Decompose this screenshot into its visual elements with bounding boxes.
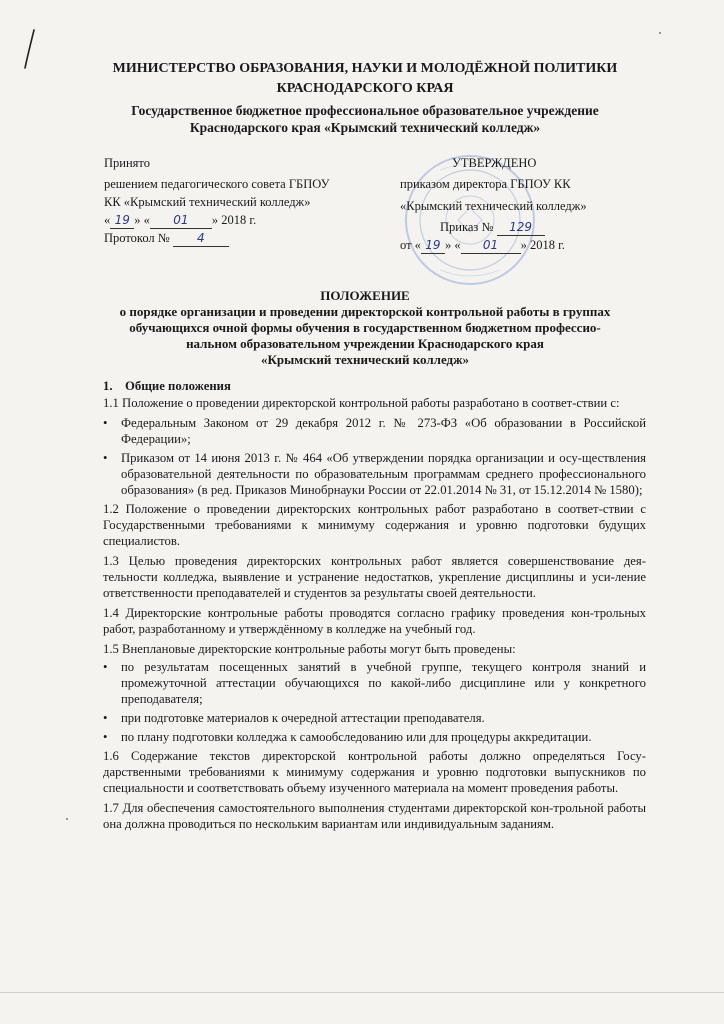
doc-title-line-5: «Крымский технический колледж» [260, 352, 470, 367]
accepted-date-month: 01 [150, 213, 212, 229]
paragraph-1-6: 1.6 Содержание текстов директорской контрольной работы должно определяться Госу-дарственными требованиями к минимуму содержания и уровню подготовки выпускников по специальности и соответствовать объему изученного материала на момент проведения работы. [103, 749, 646, 795]
section-heading: 1. Общие положения [103, 379, 231, 393]
paragraph-1-2: 1.2 Положение о проведении директорских контрольных работ разработано в соответ-ствии с Государственными требованиями к минимуму содержания и уровню подготовки будущих специалистов. [103, 502, 646, 548]
page-edge-line [0, 992, 724, 993]
list-item-text: Федеральным Законом от 29 декабря 2012 г. № 273-ФЗ «Об образовании в Российской Федерации»; [121, 416, 646, 446]
doc-title-line-4: нальном образовательном учреждении Краснодарского края [186, 336, 544, 351]
accepted-line-2: КК «Крымский технический колледж» [104, 195, 311, 209]
paragraph-1-7: 1.7 Для обеспечения самостоятельного выполнения студентами директорской кон-трольной работы она должна проводиться по нескольким вариантам или индивидуальным заданиям. [103, 801, 646, 831]
list-item-text: по плану подготовки колледжа к самообследованию или для процедуры аккредитации. [121, 730, 592, 744]
paragraph-1-3: 1.3 Целью проведения директорских контрольных работ является совершенствование дея-тельности колледжа, выявление и устранение недостатков, укрепление дисциплины и уси-ление ответственности преподавателей и студентов за результаты своей деятельности. [103, 554, 646, 600]
approved-line-1: приказом директора ГБПОУ КК [400, 177, 571, 191]
protocol-number: 4 [173, 231, 229, 247]
order-number: 129 [497, 220, 545, 236]
approved-date-day: 19 [421, 238, 445, 254]
approved-line-2: «Крымский технический колледж» [400, 199, 587, 213]
list-item [103, 729, 646, 745]
ministry-line-1: МИНИСТЕРСТВО ОБРАЗОВАНИЯ, НАУКИ И МОЛОДЁЖНОЙ ПОЛИТИКИ [112, 61, 618, 76]
protocol-line: Протокол № 4 [104, 229, 394, 247]
bullet-icon: • [103, 711, 108, 725]
list-item [103, 710, 646, 726]
doc-title-line-3: обучающихся очной формы обучения в государственном бюджетном профессио- [129, 320, 601, 335]
accepted-line-1: решением педагогического совета ГБПОУ [104, 177, 330, 191]
approved-date: от « 19 » « 01 » 2018 г. [400, 238, 565, 252]
doc-title: ПОЛОЖЕНИЕ [320, 288, 410, 303]
doc-title-line-2: о порядке организации и проведении директорской контрольной работы в группах [119, 304, 611, 319]
accepted-block [104, 154, 394, 247]
scan-speck [659, 32, 661, 34]
paragraph-1-5: 1.5 Внеплановые директорские контрольные работы могут быть проведены: [103, 642, 516, 656]
accepted-date-day: 19 [110, 213, 134, 229]
list-item-text: при подготовке материалов к очередной аттестации преподавателя. [121, 711, 485, 725]
bullet-icon: • [103, 416, 108, 430]
bullet-icon: • [103, 660, 108, 674]
list-item [103, 659, 646, 707]
bullet-list-a [103, 415, 646, 498]
paragraph-1-1: 1.1 Положение о проведении директорской контрольной работы разработано в соответ-ствии с: [103, 396, 620, 410]
bullet-icon: • [103, 451, 108, 465]
accepted-date: « 19 » « 01 » 2018 г. [104, 213, 257, 227]
list-item-text: по результатам посещенных занятий в учебной группе, текущего контроля знаний и промежуточной аттестации обучающихся по какой-либо дисциплине или у конкретного преподавателя; [121, 660, 646, 706]
bullet-icon: • [103, 730, 108, 744]
pen-mark-icon [22, 28, 36, 70]
institution-line-1: Государственное бюджетное профессиональное образовательное учреждение [131, 103, 599, 118]
institution-line-2: Краснодарского края «Крымский технический колледж» [189, 120, 541, 135]
bullet-list-b [103, 659, 646, 745]
list-item [103, 450, 646, 498]
paragraph-1-4: 1.4 Директорские контрольные работы проводятся согласно графику проведения кон-трольных работ, разработанному и утверждённому в колледже на учебный год. [103, 606, 646, 636]
approved-block [400, 154, 640, 254]
approved-title: УТВЕРЖДЕНО [452, 156, 537, 170]
order-line: Приказ № 129 [400, 218, 640, 236]
ministry-line-2: КРАСНОДАРСКОГО КРАЯ [276, 81, 454, 96]
list-item [103, 415, 646, 447]
accepted-title: Принято [104, 156, 150, 170]
approved-date-month: 01 [461, 238, 521, 254]
list-item-text: Приказом от 14 июня 2013 г. № 464 «Об утверждении порядка организации и осу-ществления образовательной деятельности по образовательным программам среднего профессионального образования» (в ред. Приказов Минобрнауки России от 22.01.2014 № 31, от 15.12.2014 № 1580); [121, 451, 646, 497]
document-body [103, 378, 646, 836]
scan-speck [66, 818, 68, 820]
